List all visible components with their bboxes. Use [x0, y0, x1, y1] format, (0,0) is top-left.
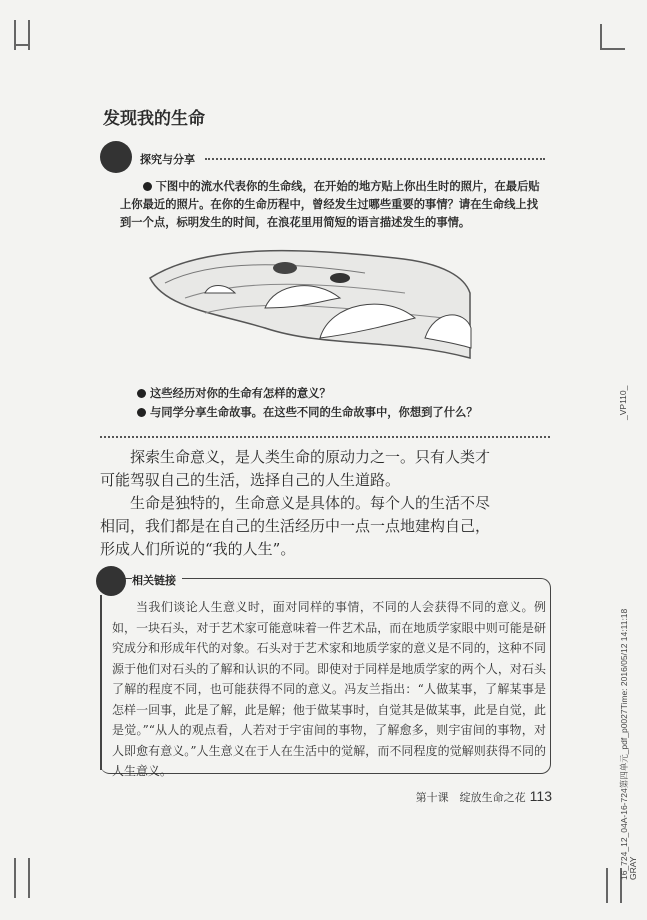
crop-mark — [600, 48, 625, 50]
related-link-icon — [96, 566, 126, 596]
explore-share-icon — [100, 141, 132, 173]
body-paragraph: 生命是独特的，生命意义是具体的。每个人的生活不尽相同，我们都是在自己的生活经历中一点一点地建构自己，形成人们所说的“我的人生”。 — [100, 494, 491, 558]
related-text: 当我们谈论人生意义时，面对同样的事情，不同的人会获得不同的意义。例如，一块石头，对于艺术家可能意味着一件艺术品，而在地质学家眼中则可能是研究成分和形成年代的对象。石头对于艺术家和地质学家的意义是不同的，这种不同源于他们对石头的了解和认识的不同。即使对于同样是地质学家的两个人，对石头了解的程度不同，也可能获得不同的意义。冯友兰指出：“人做某事，了解某事是怎样一回事，此是了解，此是解；他于做某事时，自觉其是做某事，此是自觉，此是觉。”“从人的观点看，人若对于宇宙间的事物，了解愈多，则宇宙间的事物，对人即愈有意义。”人生意义在于人在生活中的觉解，而不同程度的觉解则获得不同的人生意义。 — [112, 600, 546, 778]
explore-label: 探究与分享 — [140, 153, 195, 166]
explore-task — [120, 178, 545, 232]
life-river-illustration — [145, 238, 475, 373]
box-border — [100, 595, 102, 770]
crop-mark — [14, 20, 16, 50]
section-title: 发现我的生命 — [103, 109, 205, 129]
question-2 — [137, 404, 478, 420]
file-info: 16_724_12_04A-16-724第四单元_pdf_p0027Time: 2016/05/12 14:11:18 — [619, 608, 629, 880]
question-text: 这些经历对你的生命有怎样的意义？ — [150, 387, 331, 400]
bullet-icon — [143, 182, 152, 191]
bullet-icon — [137, 389, 146, 398]
question-text: 与同学分享生命故事。在这些不同的生命故事中，你想到了什么？ — [150, 406, 478, 419]
divider — [100, 436, 550, 438]
crop-mark — [14, 44, 30, 46]
color-mode: GRAY — [628, 856, 638, 880]
divider — [205, 158, 545, 160]
crop-mark — [600, 24, 602, 50]
body-paragraph: 探索生命意义，是人类生命的原动力之一。只有人类才可能驾驭自己的生活，选择自己的人生道路。 — [100, 448, 491, 489]
crop-mark — [606, 868, 608, 903]
crop-mark — [28, 858, 30, 898]
question-1 — [137, 385, 331, 401]
chapter-title: 第十课 绽放生命之花 — [415, 791, 526, 804]
crop-mark — [28, 20, 30, 50]
vp-mark: _VP110_ — [618, 385, 628, 420]
bullet-icon — [137, 408, 146, 417]
body-text — [100, 446, 500, 561]
page-footer — [416, 788, 552, 805]
task-text: 下图中的流水代表你的生命线，在开始的地方贴上你出生时的照片，在最后贴上你最近的照片。在你的生命历程中，曾经发生过哪些重要的事情？请在生命线上找到一个点，标明发生的时间，在浪花里用简短的语言描述发生的事情。 — [120, 180, 540, 229]
page-number: 113 — [529, 788, 552, 804]
related-label: 相关链接 — [132, 572, 182, 588]
crop-mark — [14, 858, 16, 898]
